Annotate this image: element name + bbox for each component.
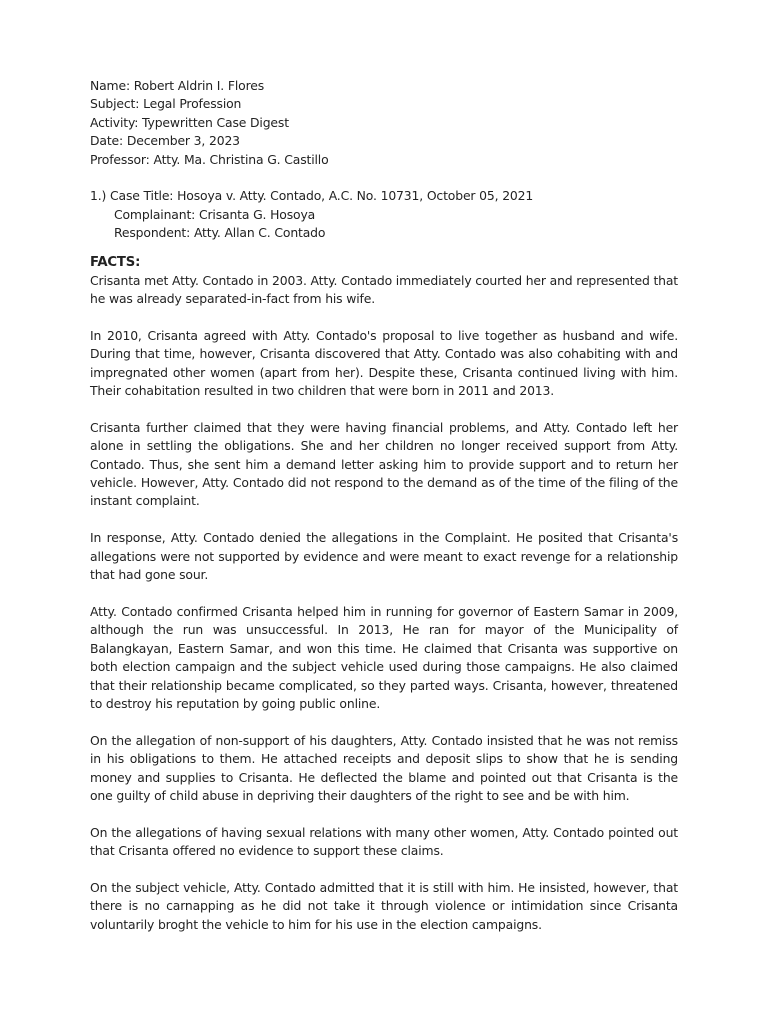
facts-paragraph-7: On the allegations of having sexual relations with many other women, Atty. Contado pointed out that Crisanta offered no evidence to support these claims. (90, 824, 678, 859)
subject-line: Subject: Legal Profession (90, 96, 242, 112)
facts-paragraph-2: In 2010, Crisanta agreed with Atty. Contado's proposal to live together as husband and wife. During that time, however, Crisanta discovered that Atty. Contado was also cohabiting with and impregnated other women (apart from her). Despite these, Crisanta continued living with him. Their cohabitation resulted in two children that were born in 2011 and 2013. (90, 327, 678, 399)
student-name: Name: Robert Aldrin I. Flores (90, 78, 265, 93)
spacer (90, 169, 678, 187)
case-title: 1.) Case Title: Hosoya v. Atty. Contado, A.C. No. 10731, October 05, 2021 (90, 188, 534, 204)
facts-paragraph-4: In response, Atty. Contado denied the allegations in the Complaint. He posited that Crisanta's allegations were not supported by evidence and were meant to exact revenge for a relationship that had gone sour. (90, 530, 678, 583)
complainant-line: Complainant: Crisanta G. Hosoya (114, 206, 316, 222)
facts-paragraph-6: On the allegation of non-support of his daughters, Atty. Contado insisted that he was not remiss in his obligations to them. He attached receipts and deposit slips to show that he is sending money and supplies to Crisanta. He deflected the blame and pointed out that Crisanta is the one guilty of child abuse in depriving their daughters of the right to see and be with him. (90, 732, 678, 803)
professor-line: Professor: Atty. Ma. Christina G. Castillo (90, 151, 329, 167)
date-line: Date: December 3, 2023 (90, 133, 240, 149)
facts-paragraph-5: Atty. Contado confirmed Crisanta helped him in running for governor of Eastern Samar in 2009, although the run was unsuccessful. In 2013, He ran for mayor of the Municipality of Balangkayan, Eastern Samar, and won this time. He claimed that Crisanta was supportive on both election campaign and the subject vehicle used during those campaigns. He also claimed that their relationship became complicated, so they parted ways. Crisanta, however, threatened to destroy his reputation by going public online. (90, 603, 678, 711)
facts-heading: FACTS: (90, 254, 141, 270)
respondent-line: Respondent: Atty. Allan C. Contado (114, 225, 326, 241)
facts-paragraph-1: Crisanta met Atty. Contado in 2003. Atty. Contado immediately courted her and represented that he was already separated-in-fact from his wife. (90, 272, 679, 307)
activity-line: Activity: Typewritten Case Digest (90, 114, 289, 130)
facts-paragraph-8: On the subject vehicle, Atty. Contado admitted that it is still with him. He insisted, however, that there is no carnapping as he did not take it through violence or intimidation since Crisanta voluntarily broght the vehicle to him for his use in the election campaigns. (90, 879, 678, 932)
facts-paragraph-3: Crisanta further claimed that they were having financial problems, and Atty. Contado left her alone in settling the obligations. She and her children no longer received support from Atty. Contado. Thus, she sent him a demand letter asking him to provide support and to return her vehicle. However, Atty. Contado did not respond to the demand as of the time of the filing of the instant complaint. (90, 419, 678, 509)
document-page (90, 77, 678, 953)
